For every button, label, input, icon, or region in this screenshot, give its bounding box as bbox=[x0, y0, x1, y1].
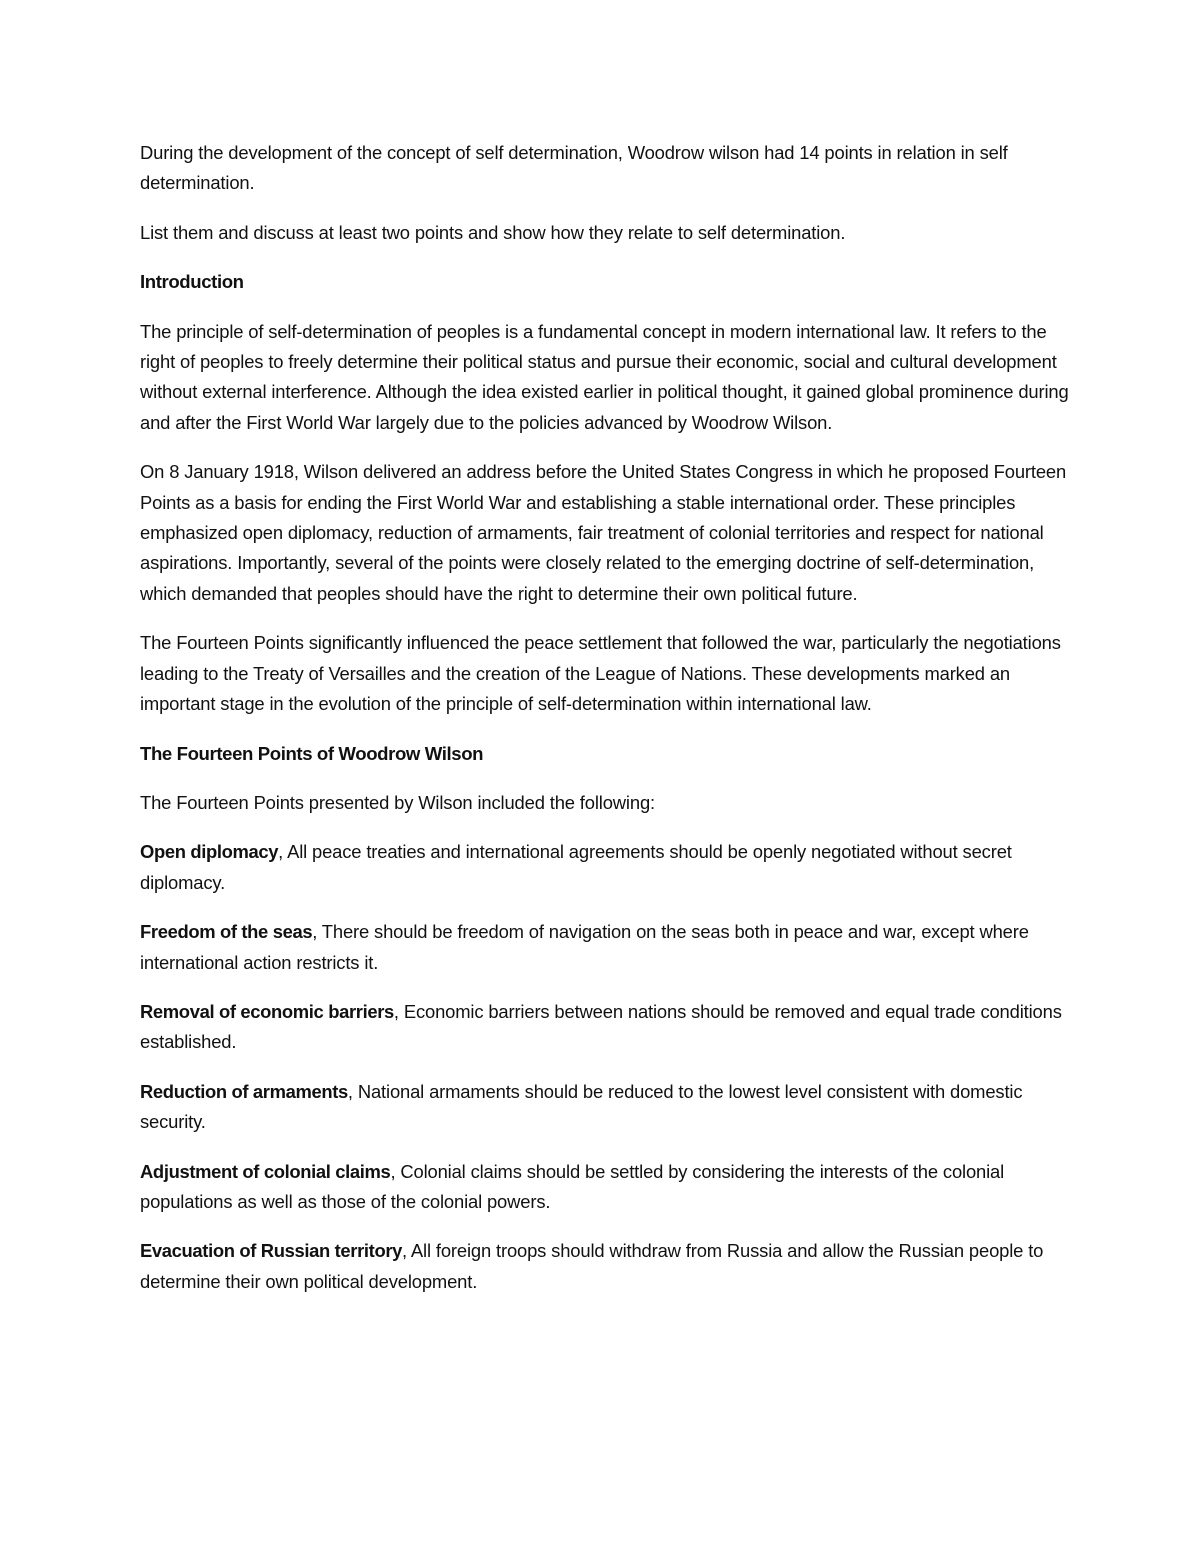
question-instruction: List them and discuss at least two points and show how they relate to self determination. bbox=[140, 221, 846, 243]
point-title: Open diplomacy bbox=[140, 841, 279, 863]
fourteen-points-intro: The Fourteen Points presented by Wilson included the following: bbox=[140, 791, 655, 813]
point-item bbox=[140, 1236, 1070, 1297]
fourteen-points-heading: The Fourteen Points of Woodrow Wilson bbox=[140, 742, 484, 764]
point-title: Freedom of the seas bbox=[140, 921, 313, 943]
point-text: , Colonial claims should be settled by considering the interests of the colonial populations as well as those of the colonial powers. bbox=[140, 1160, 1005, 1212]
point-item bbox=[140, 1077, 1070, 1138]
point-item bbox=[140, 917, 1070, 978]
document-page bbox=[140, 138, 1070, 1316]
point-title: Evacuation of Russian territory bbox=[140, 1240, 403, 1262]
introduction-heading: Introduction bbox=[140, 271, 244, 293]
introduction-paragraph-2: On 8 January 1918, Wilson delivered an address before the United States Congress in which he proposed Fourteen Points as a basis for ending the First World War and establishing a stable international order. These principles emphasized open diplomacy, reduction of armaments, fair treatment of colonial territories and respect for national aspirations. Importantly, several of the points were closely related to the emerging doctrine of self-determination, which demanded that peoples should have the right to determine their own political future. bbox=[140, 461, 1067, 604]
point-text: , All peace treaties and international agreements should be openly negotiated without secret diplomacy. bbox=[140, 841, 1012, 893]
point-text: , There should be freedom of navigation on the seas both in peace and war, except where international action restricts it. bbox=[140, 921, 1029, 973]
point-text: , All foreign troops should withdraw from Russia and allow the Russian people to determine their own political development. bbox=[140, 1240, 1044, 1292]
point-text: , National armaments should be reduced to the lowest level consistent with domestic security. bbox=[140, 1080, 1023, 1133]
point-title: Removal of economic barriers bbox=[140, 1000, 394, 1022]
question-text: During the development of the concept of self determination, Woodrow wilson had 14 points in relation in self determination. bbox=[140, 142, 1008, 194]
point-text: , Economic barriers between nations should be removed and equal trade conditions established. bbox=[140, 1000, 1062, 1053]
introduction-paragraph-1: The principle of self-determination of peoples is a fundamental concept in modern international law. It refers to the right of peoples to freely determine their political status and pursue their economic, social and cultural development without external interference. Although the idea existed earlier in political thought, it gained global prominence during and after the First World War largely due to the policies advanced by Woodrow Wilson. bbox=[140, 320, 1069, 433]
point-item bbox=[140, 837, 1070, 898]
point-title: Adjustment of colonial claims bbox=[140, 1160, 391, 1182]
introduction-paragraph-3: The Fourteen Points significantly influenced the peace settlement that followed the war, particularly the negotiations leading to the Treaty of Versailles and the creation of the League of Nations. These developments marked an important stage in the evolution of the principle of self-determination within international law. bbox=[140, 632, 1061, 715]
point-item bbox=[140, 997, 1070, 1058]
point-item bbox=[140, 1157, 1070, 1218]
point-title: Reduction of armaments bbox=[140, 1080, 348, 1102]
